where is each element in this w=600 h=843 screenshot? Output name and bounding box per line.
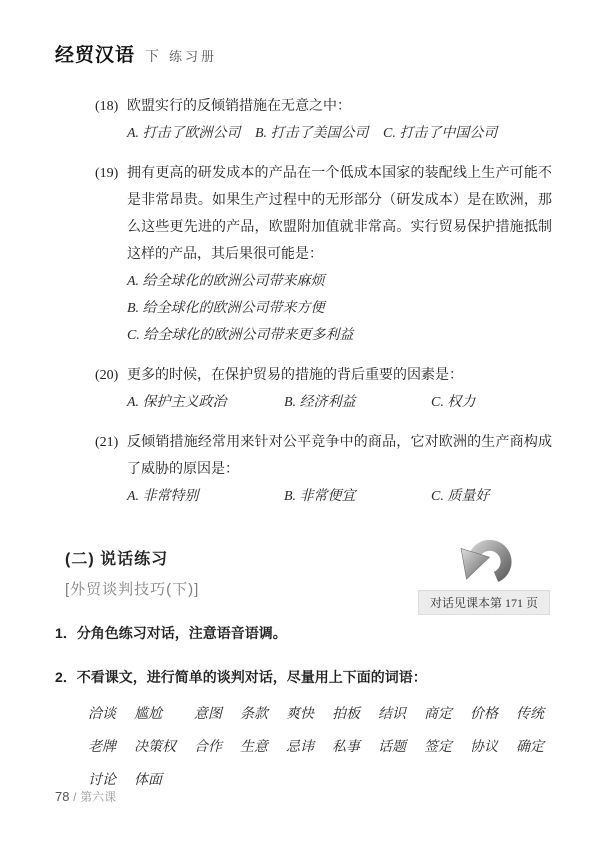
multiple-choice-section <box>95 93 552 510</box>
options-row <box>127 120 552 147</box>
vocab-word: 忌讳 <box>286 740 314 755</box>
question-number: (20) <box>95 368 119 383</box>
question-20 <box>95 362 552 416</box>
question-number: (18) <box>95 99 119 114</box>
vocab-word: 协议 <box>470 740 498 755</box>
speaking-practice-section <box>55 546 552 789</box>
option-a: A. 保护主义政治 <box>127 395 227 410</box>
reference-note: 对话见课本第 171 页 <box>418 590 550 615</box>
vocab-word: 结识 <box>378 707 406 722</box>
option-a: A. 打击了欧洲公司 <box>127 126 241 141</box>
vocab-word: 拍板 <box>332 707 360 722</box>
vocab-word: 确定 <box>516 740 544 755</box>
volume-label: 下 <box>145 48 160 64</box>
vocab-word: 体面 <box>134 773 162 788</box>
section-title: (二) 说话练习 <box>65 551 169 568</box>
question-stem: 欧盟实行的反倾销措施在无意之中： <box>127 99 351 114</box>
option-c: C. 给全球化的欧洲公司带来更多利益 <box>127 328 354 343</box>
vocab-word: 爽快 <box>286 707 314 722</box>
option-a: A. 给全球化的欧洲公司带来麻烦 <box>127 274 325 289</box>
options-row <box>127 389 552 416</box>
vocab-word: 老牌 <box>88 740 116 755</box>
vocab-word: 价格 <box>470 707 498 722</box>
book-title-logo: 经贸汉语 <box>55 45 136 66</box>
vocab-word: 签定 <box>424 740 452 755</box>
option-b: B. 打击了美国公司 <box>255 126 369 141</box>
textbook-reference <box>418 524 550 615</box>
option-b: B. 经济利益 <box>284 395 356 410</box>
question-number: (19) <box>95 166 119 181</box>
vocab-word: 洽谈 <box>88 707 116 722</box>
lesson-label: 第六课 <box>80 790 117 804</box>
options-list <box>127 268 552 349</box>
question-number: (21) <box>95 435 119 450</box>
undo-arrow-icon <box>449 524 519 586</box>
vocab-word: 讨论 <box>88 773 116 788</box>
task-item-2: 2．不看课文，进行简单的谈判对话，尽量用上下面的词语： <box>55 669 427 685</box>
vocab-word: 私事 <box>332 740 360 755</box>
vocab-word: 条款 <box>240 707 268 722</box>
book-type-label: 练习册 <box>169 49 218 64</box>
vocab-word: 传统 <box>516 707 544 722</box>
question-stem: 反倾销措施经常用来针对公平竞争中的商品，它对欧洲的生产商构成了威胁的原因是： <box>127 435 552 477</box>
option-a: A. 非常特别 <box>127 489 199 504</box>
question-18 <box>95 93 552 147</box>
vocab-word: 商定 <box>424 707 452 722</box>
option-b: B. 非常便宜 <box>284 489 356 504</box>
options-row <box>127 483 552 510</box>
vocab-word: 生意 <box>240 740 268 755</box>
option-c: C. 质量好 <box>431 489 490 504</box>
vocabulary-word-list <box>88 703 544 789</box>
vocab-word: 合作 <box>194 740 222 755</box>
section-subtitle: [外贸谈判技巧(下)] <box>65 581 200 598</box>
question-stem: 更多的时候，在保护贸易的措施的背后重要的因素是： <box>127 368 463 383</box>
option-c: C. 权力 <box>431 395 476 410</box>
footer-separator: / <box>73 790 77 804</box>
vocab-word: 意图 <box>194 707 222 722</box>
question-stem: 拥有更高的研发成本的产品在一个低成本国家的装配线上生产可能不是非常昂贵。如果生产过程中的无形部分（研发成本）是在欧洲，那么这些更先进的产品，欧盟附加值就非常高。实行贸易保护措施抵制这样的产品，其后果很可能是： <box>127 166 552 262</box>
task-item-1: 1．分角色练习对话，注意语音语调。 <box>55 625 287 641</box>
option-b: B. 给全球化的欧洲公司带来方便 <box>127 301 325 316</box>
option-c: C. 打击了中国公司 <box>383 126 498 141</box>
page-header <box>55 40 552 67</box>
page-number: 78 <box>55 789 70 804</box>
question-21 <box>95 429 552 510</box>
vocab-word: 决策权 <box>134 740 176 755</box>
vocab-word: 话题 <box>378 740 406 755</box>
vocab-word: 尴尬 <box>134 707 162 722</box>
page-footer <box>55 788 116 805</box>
question-19 <box>95 160 552 349</box>
